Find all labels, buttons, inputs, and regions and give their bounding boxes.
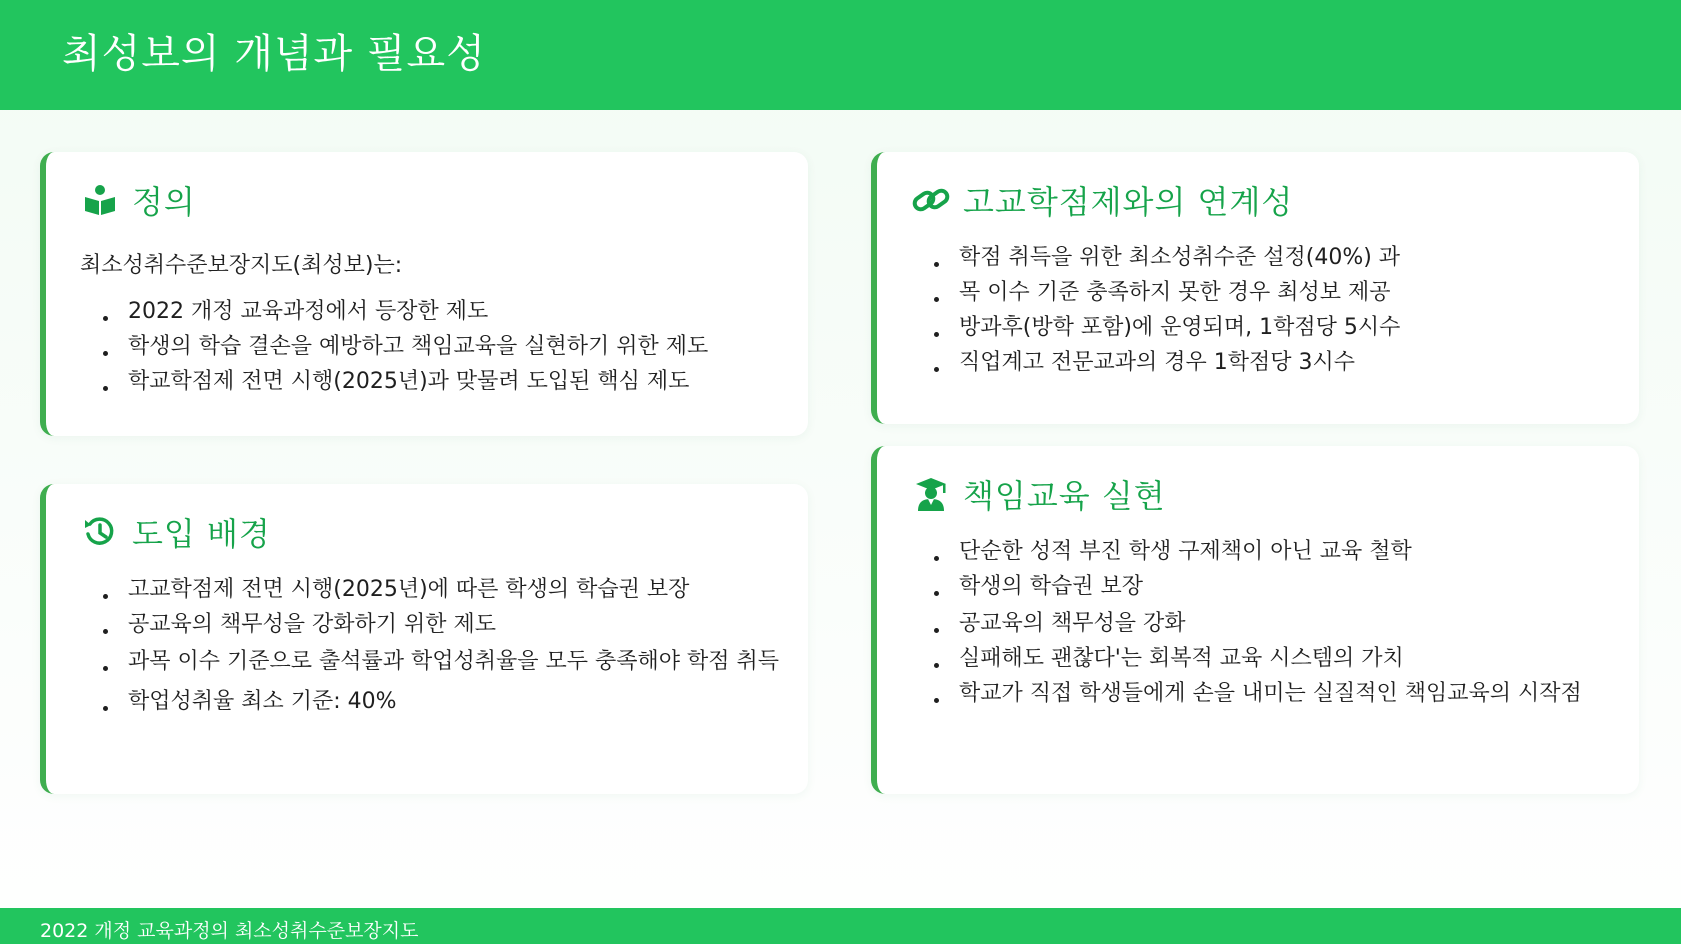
list-item: 공교육의 책무성을 강화 — [929, 606, 1619, 641]
list-item: 과목 이수 기준으로 출석률과 학업성취율을 모두 충족해야 학점 취득 — [98, 644, 788, 679]
card-background — [40, 484, 808, 794]
header-bar — [0, 0, 1681, 110]
page-title: 최성보의 개념과 필요성 — [62, 31, 486, 77]
footer-text: 2022 개정 교육과정의 최소성취수준보장지도 — [40, 920, 419, 942]
list-item: 고교학점제 전면 시행(2025년)에 따른 학생의 학습권 보장 — [98, 572, 788, 607]
list-item: 공교육의 책무성을 강화하기 위한 제도 — [98, 607, 788, 642]
list-item: 목 이수 기준 충족하지 못한 경우 최성보 제공 — [929, 275, 1619, 310]
footer-bar — [0, 908, 1681, 944]
card-responsibility-header — [911, 472, 1166, 516]
book-reader-icon — [80, 180, 120, 220]
graduate-icon — [911, 474, 951, 514]
link-list — [929, 240, 1619, 380]
list-item: 학교학점제 전면 시행(2025년)과 맞물려 도입된 핵심 제도 — [98, 364, 788, 399]
list-item: 방과후(방학 포함)에 운영되며, 1학점당 5시수 — [929, 310, 1619, 345]
card-responsibility — [871, 446, 1639, 794]
definition-intro: 최소성취수준보장지도(최성보)는: — [80, 253, 403, 278]
card-definition — [40, 152, 808, 436]
card-responsibility-title: 책임교육 실현 — [963, 477, 1166, 515]
background-list — [98, 572, 788, 719]
card-background-header — [80, 510, 271, 554]
list-item: 학생의 학습권 보장 — [929, 569, 1619, 604]
list-item: 학교가 직접 학생들에게 손을 내미는 실질적인 책임교육의 시작점 — [929, 676, 1619, 711]
card-background-title: 도입 배경 — [132, 515, 271, 553]
list-item: 실패해도 괜찮다'는 회복적 교육 시스템의 가치 — [929, 641, 1619, 676]
card-link — [871, 152, 1639, 424]
history-icon — [80, 512, 120, 552]
card-definition-header — [80, 178, 196, 222]
list-item: 학생의 학습 결손을 예방하고 책임교육을 실현하기 위한 제도 — [98, 329, 788, 364]
list-item: 직업계고 전문교과의 경우 1학점당 3시수 — [929, 345, 1619, 380]
definition-list — [98, 294, 788, 399]
card-link-title: 고교학점제와의 연계성 — [963, 183, 1294, 221]
list-item: 단순한 성적 부진 학생 구제책이 아닌 교육 철학 — [929, 534, 1619, 569]
responsibility-list — [929, 534, 1619, 711]
card-definition-title: 정의 — [132, 183, 196, 221]
list-item: 2022 개정 교육과정에서 등장한 제도 — [98, 294, 788, 329]
list-item: 학점 취득을 위한 최소성취수준 설정(40%) 과 — [929, 240, 1619, 275]
list-item: 학업성취율 최소 기준: 40% — [98, 684, 788, 719]
link-icon — [911, 180, 951, 220]
card-link-header — [911, 178, 1293, 222]
